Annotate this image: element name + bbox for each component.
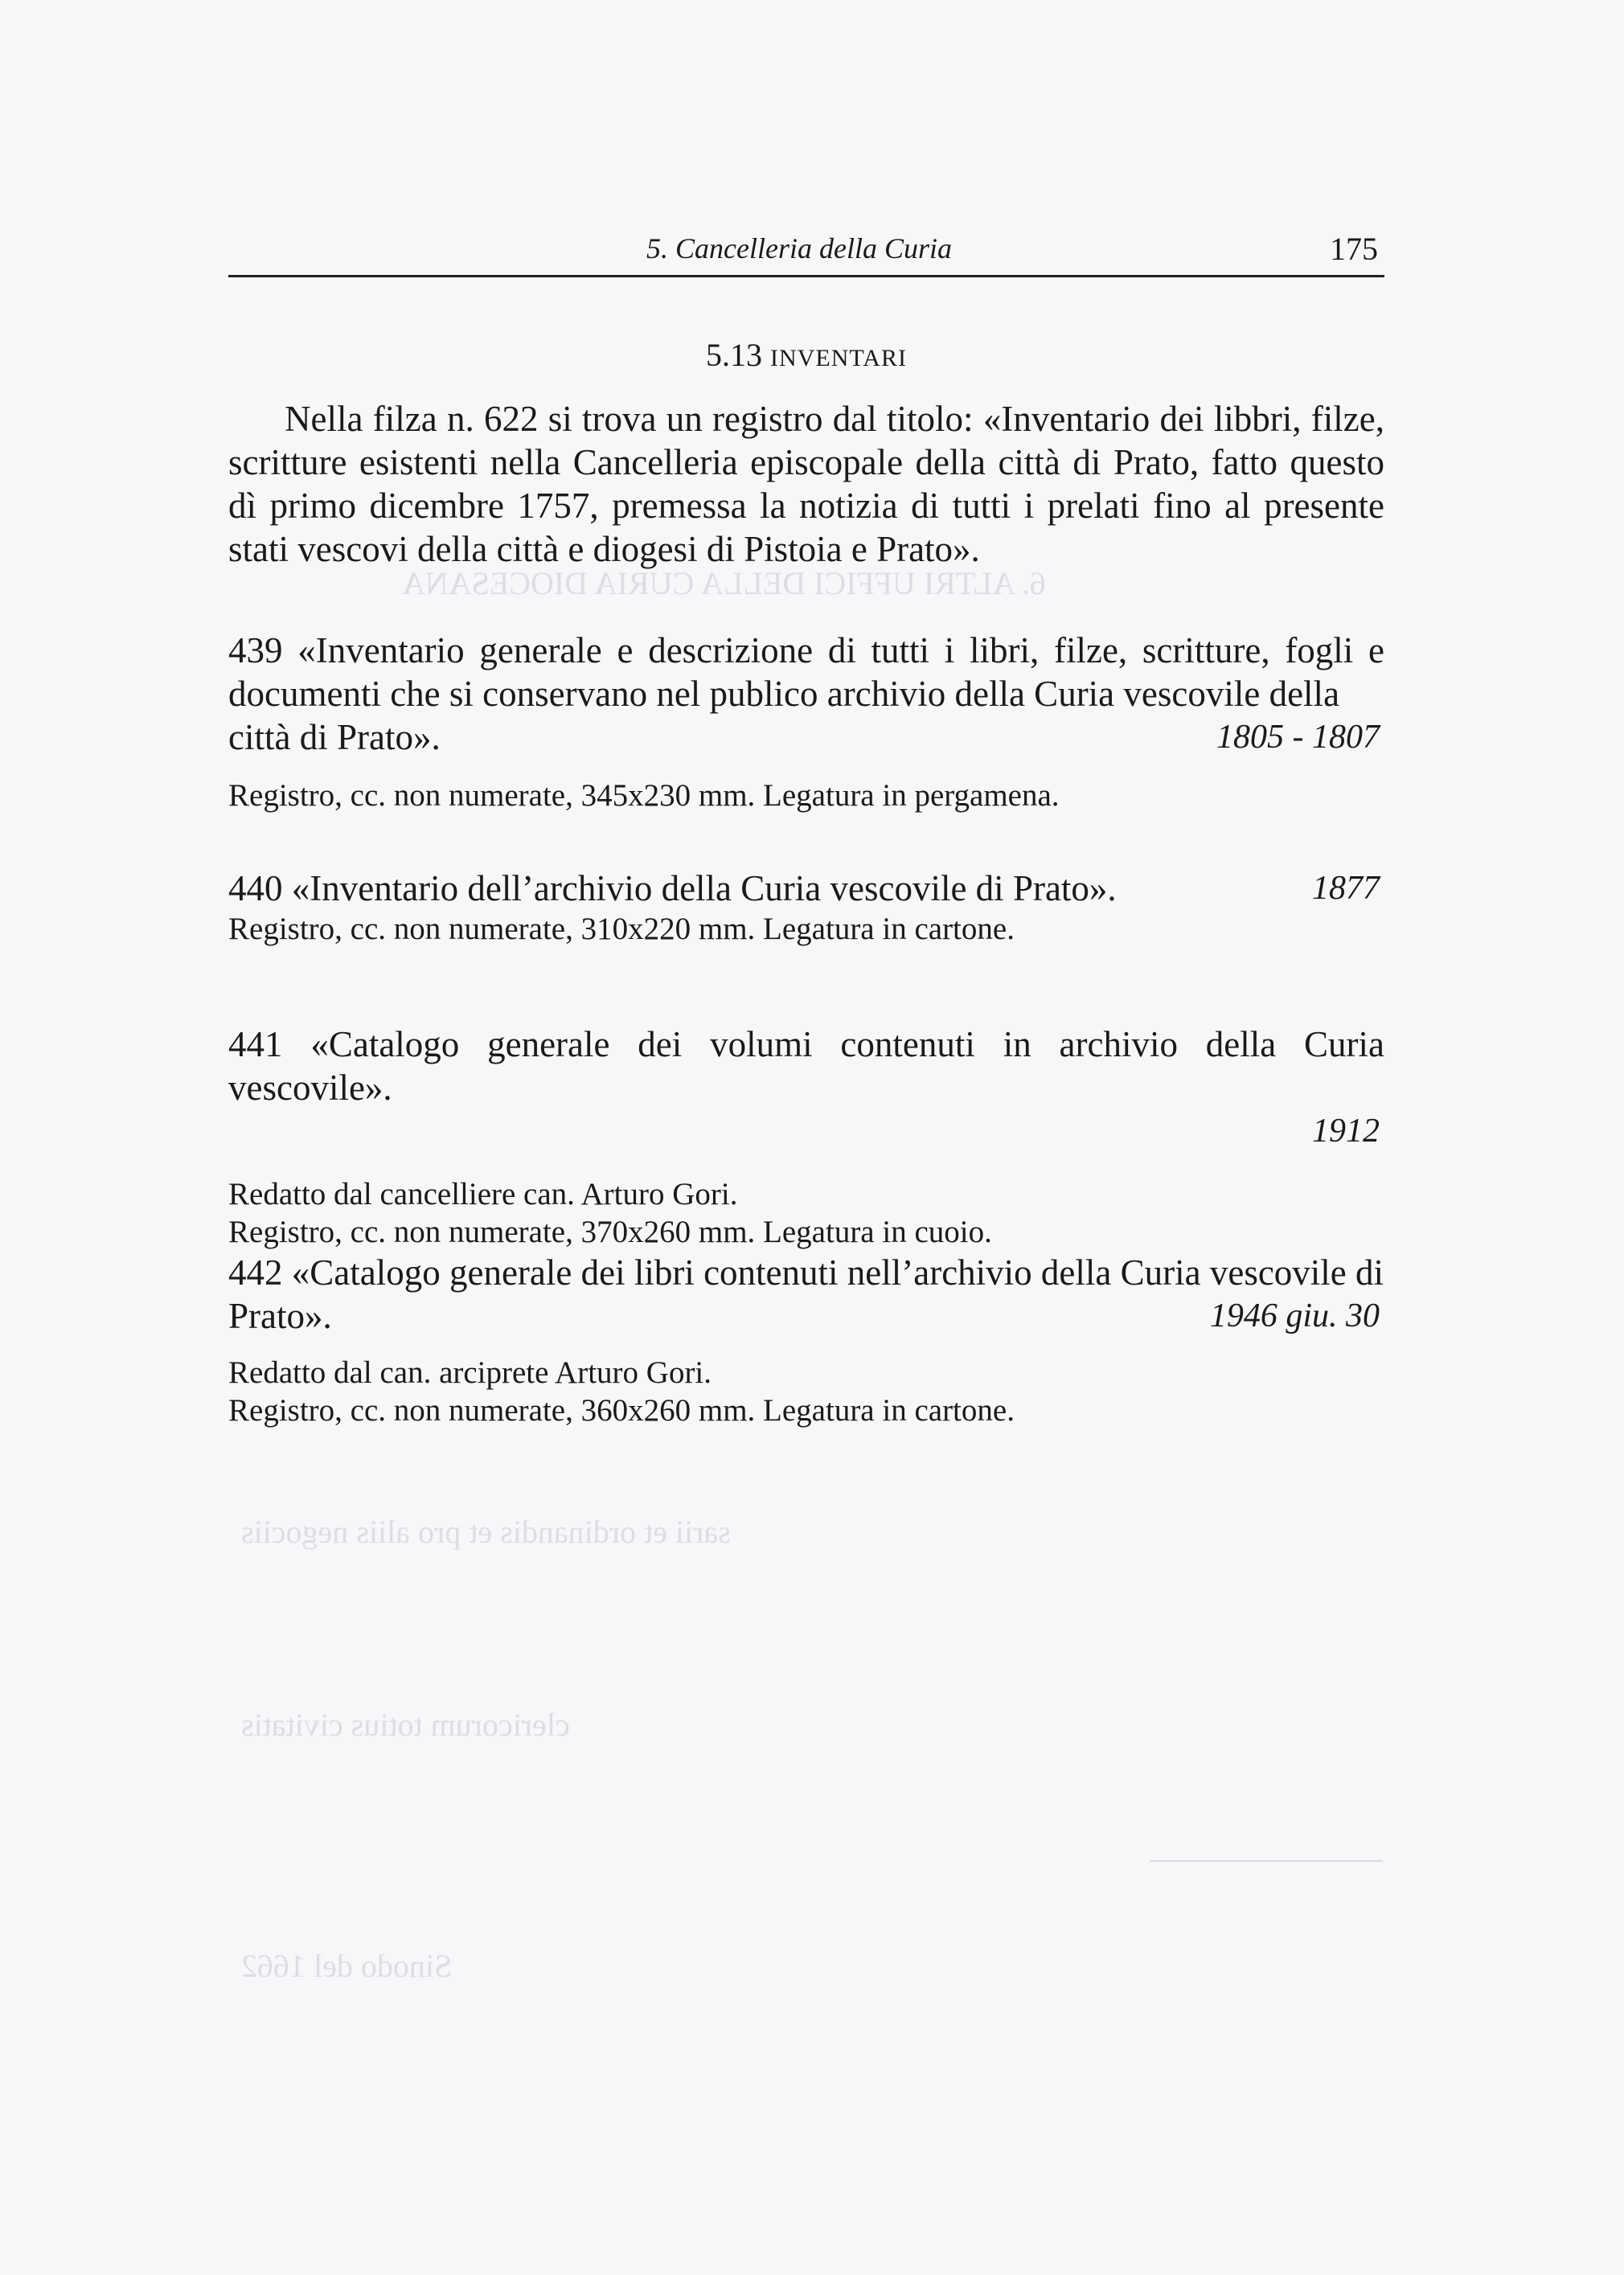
inventory-entry (228, 1251, 1384, 1429)
entry-title (228, 1023, 1384, 1109)
show-through-text: clericorum totius civitatis (241, 1707, 570, 1743)
entry-date-line (228, 1294, 1384, 1338)
inventory-entry (228, 1023, 1384, 1251)
entry-date: 1946 giu. 30 (1209, 1297, 1380, 1334)
page-number: 175 (1330, 231, 1378, 267)
intro-paragraph: Nella filza n. 622 si trova un registro dal titolo: «Inventario dei libbri, filze, scritture esistenti nella Cancelleria episcopale della città di Prato, fatto questo dì primo dicembre 1757, premessa la notizia di tutti i prelati fino al presente stati vescovi della città e diogesi di Pistoia e Prato». (228, 399, 1384, 569)
entry-title-tail: «Inventario dell’archivio della Curia vescovile di Prato». (291, 868, 1117, 908)
entry-title-text: «Inventario generale e descrizione di tutti i libri, filze, scritture, fogli e documenti che si conservano nel publico archivio della Curia vescovile della (228, 630, 1385, 714)
entry-description: Redatto dal cancelliere can. Arturo Gori. (228, 1177, 738, 1211)
inventory-entry (228, 867, 1384, 948)
entry-number: 440 (228, 868, 283, 908)
entry-date-line (228, 867, 1384, 910)
show-through-text: sarii et ordinandis et pro aliis negociis (241, 1514, 731, 1550)
entry-number: 442 (228, 1252, 283, 1293)
entry-description: Registro, cc. non numerate, 370x260 mm. Legatura in cuoio. (228, 1215, 992, 1249)
entry-description: Registro, cc. non numerate, 310x220 mm. Legatura in cartone. (228, 912, 1015, 946)
entry-date: 1805 - 1807 (1216, 719, 1380, 756)
entry-title (228, 629, 1384, 715)
entry-date: 1877 (1312, 870, 1380, 907)
show-through-rule (1150, 1860, 1383, 1862)
entry-description: Registro, cc. non numerate, 345x230 mm. Legatura in pergamena. (228, 778, 1060, 813)
entry-title (228, 1251, 1384, 1294)
entry-number: 441 (228, 1024, 283, 1064)
section-number: 5.13 (706, 337, 763, 373)
page-header (228, 230, 1384, 277)
section-title: INVENTARI (770, 345, 907, 371)
entry-number: 439 (228, 630, 283, 670)
entry-description: Redatto dal can. arciprete Arturo Gori. (228, 1355, 712, 1390)
inventory-entry (228, 629, 1384, 814)
entry-description: Registro, cc. non numerate, 360x260 mm. Legatura in cartone. (228, 1393, 1015, 1428)
entry-title-tail: Prato». (228, 1296, 332, 1336)
section-heading (228, 336, 1384, 374)
running-title: 5. Cancelleria della Curia (646, 232, 952, 264)
show-through-text: 6. ALTRI UFFICI DELLA CURIA DIOCESANA (402, 565, 1046, 601)
entry-date-line (228, 1109, 1384, 1153)
entry-title-text: «Catalogo generale dei libri contenuti nell’archivio della Curia vescovile di (291, 1252, 1384, 1293)
entry-title-text: «Catalogo generale dei volumi contenuti in archivio della Curia vescovile». (228, 1024, 1385, 1108)
show-through-text: Sinodo del 1662 (241, 1948, 453, 1984)
entry-date: 1912 (1312, 1113, 1380, 1150)
entry-date-line (228, 715, 1384, 759)
entry-title-tail: città di Prato». (228, 717, 441, 757)
